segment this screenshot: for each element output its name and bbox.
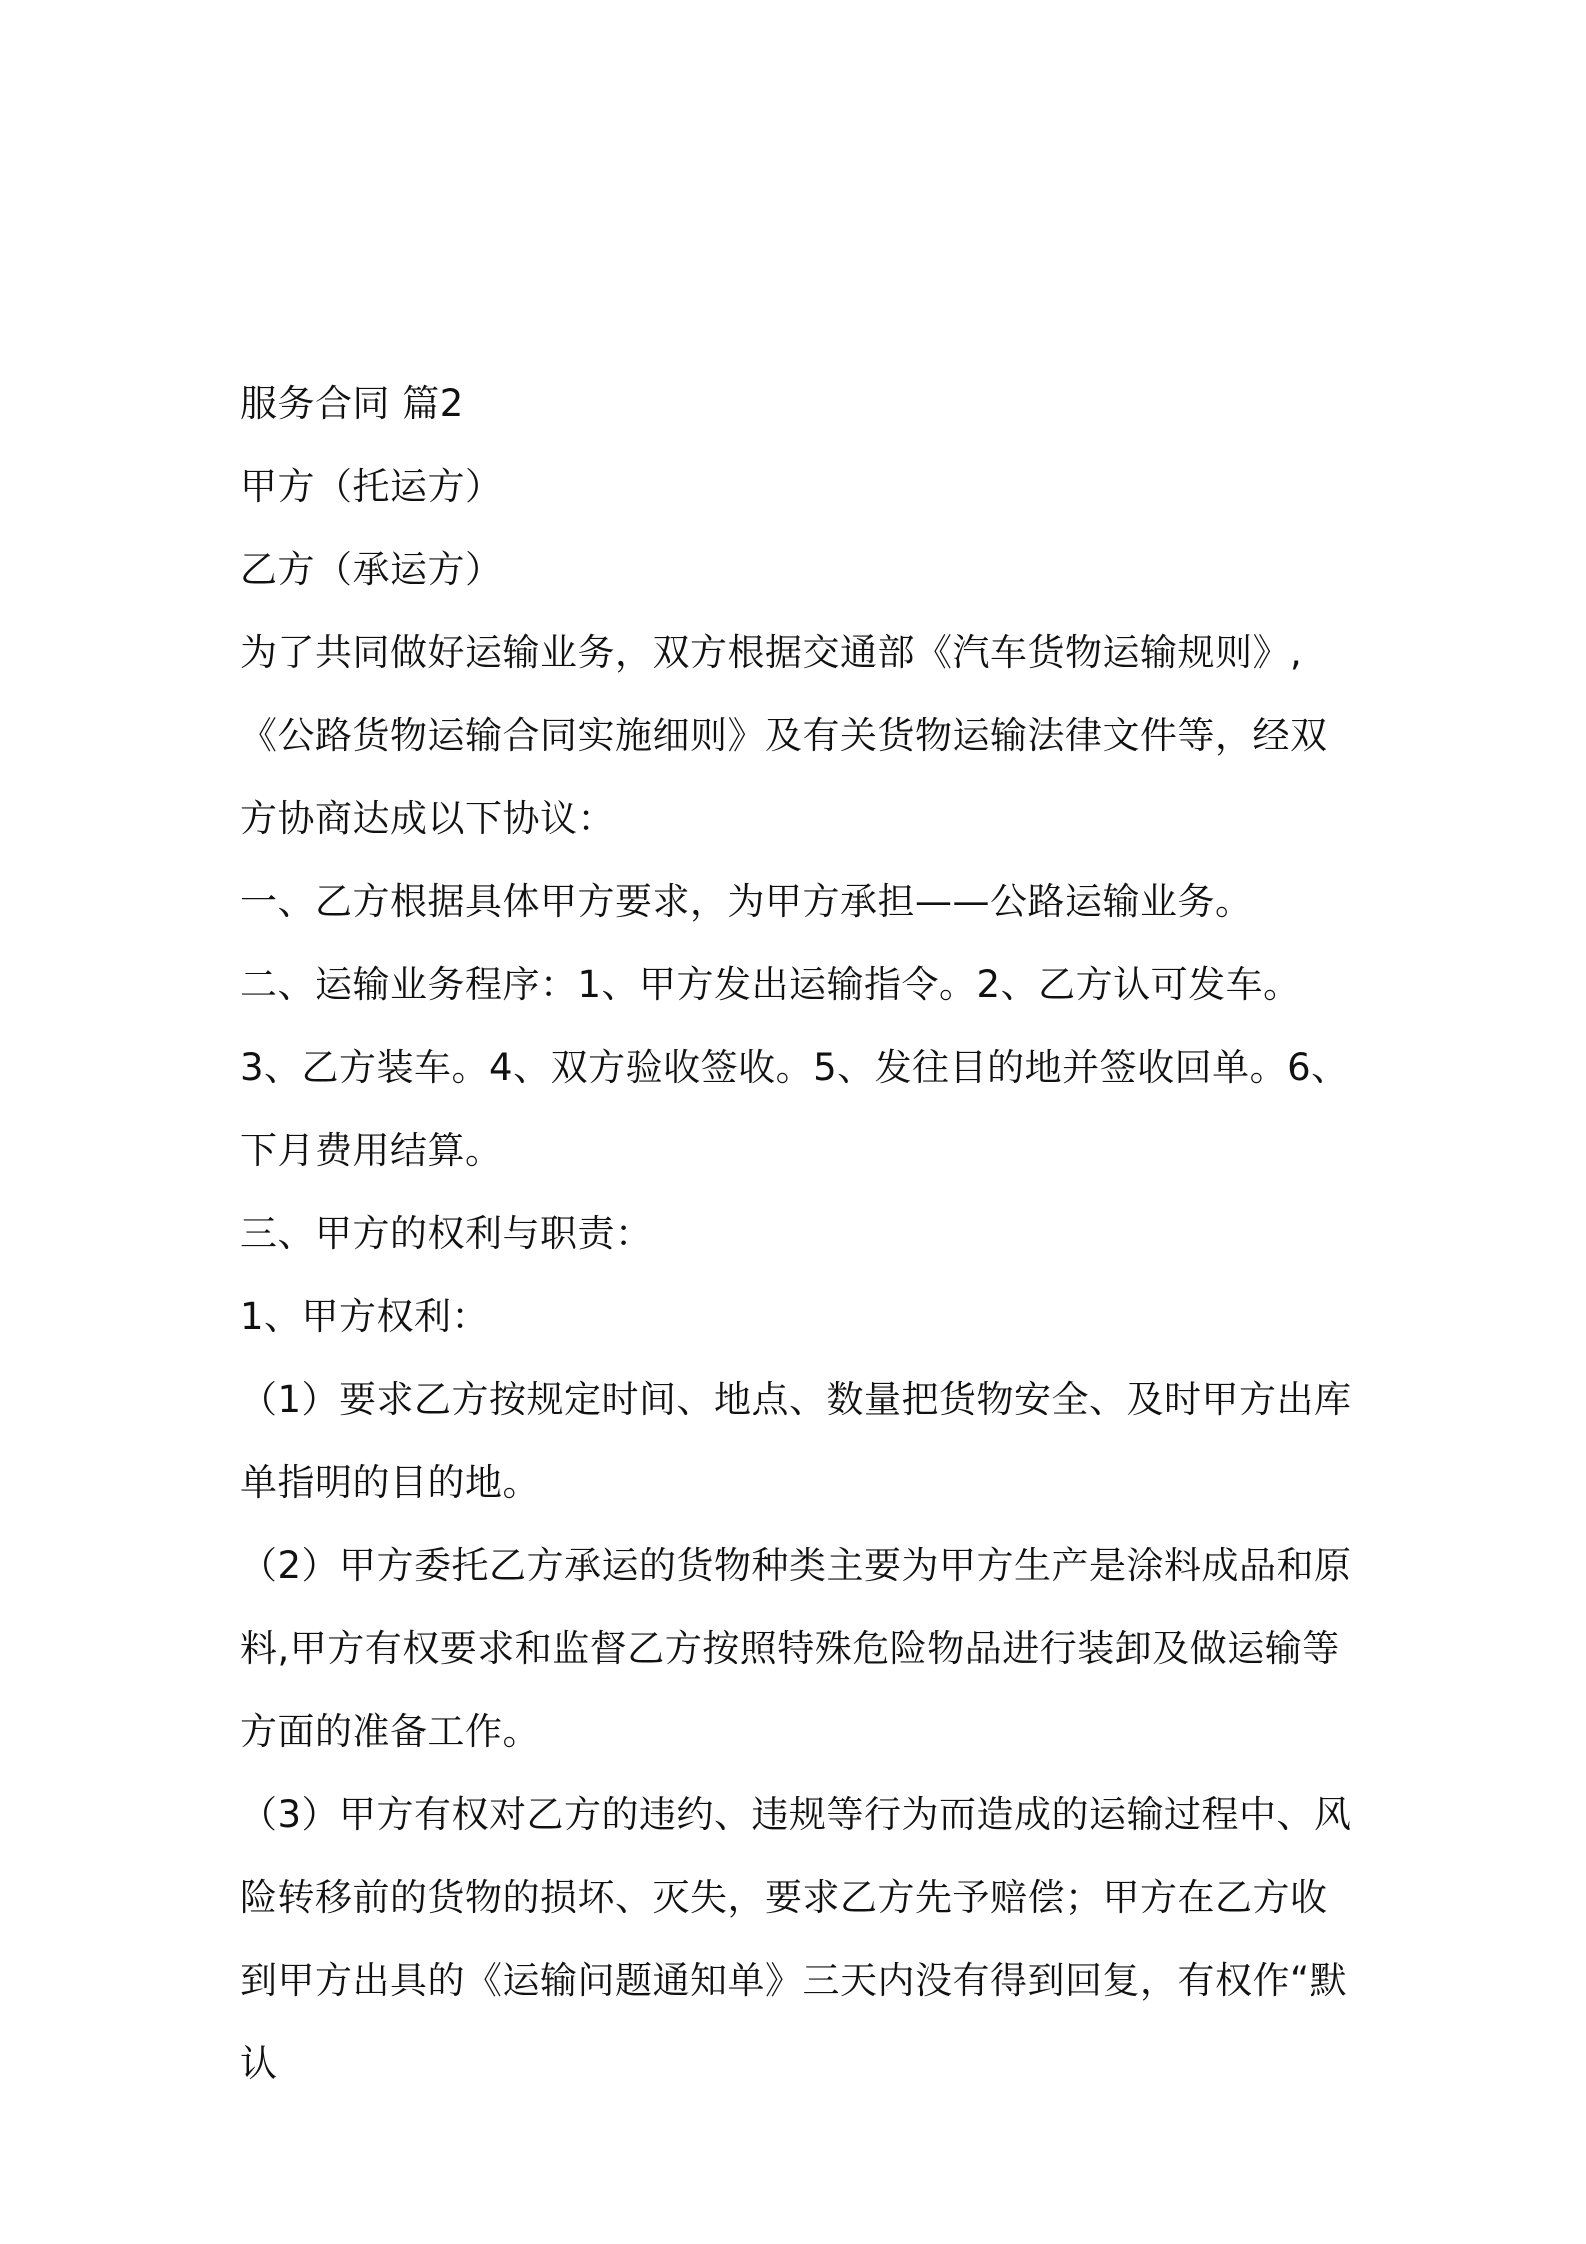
paragraph-party-a-rights-heading: 1、甲方权利： <box>240 1295 490 1338</box>
paragraph-right-3: （3）甲方有权对乙方的违约、违规等行为而造成的运输过程中、风险转移前的货物的损坏、灭失，要求乙方先予赔偿；甲方在乙方收到甲方出具的《运输问题通知单》三天内没有得到回复，有权作“默认 <box>240 1793 1352 2085</box>
paragraph-preamble: 为了共同做好运输业务，双方根据交通部《汽车货物运输规则》,《公路货物运输合同实施细则》及有关货物运输法律文件等，经双方协商达成以下协议： <box>240 631 1328 840</box>
party-a-line: 甲方（托运方） <box>240 465 503 508</box>
party-b-line: 乙方（承运方） <box>240 548 503 591</box>
document-title: 服务合同 篇2 <box>240 382 464 425</box>
paragraph-clause-2: 二、运输业务程序：1、甲方发出运输指令。2、乙方认可发车。3、乙方装车。4、双方验收签收。5、发往目的地并签收回单。6、下月费用结算。 <box>240 963 1349 1172</box>
paragraph-clause-1: 一、乙方根据具体甲方要求，为甲方承担——公路运输业务。 <box>240 880 1253 923</box>
paragraph-right-2: （2）甲方委托乙方承运的货物种类主要为甲方生产是涂料成品和原料,甲方有权要求和监督乙方按照特殊危险物品进行装卸及做运输等方面的准备工作。 <box>240 1544 1352 1753</box>
document-body <box>240 362 1360 2105</box>
paragraph-clause-3-heading: 三、甲方的权利与职责： <box>240 1212 653 1255</box>
paragraph-right-1: （1）要求乙方按规定时间、地点、数量把货物安全、及时甲方出库单指明的目的地。 <box>240 1378 1352 1504</box>
